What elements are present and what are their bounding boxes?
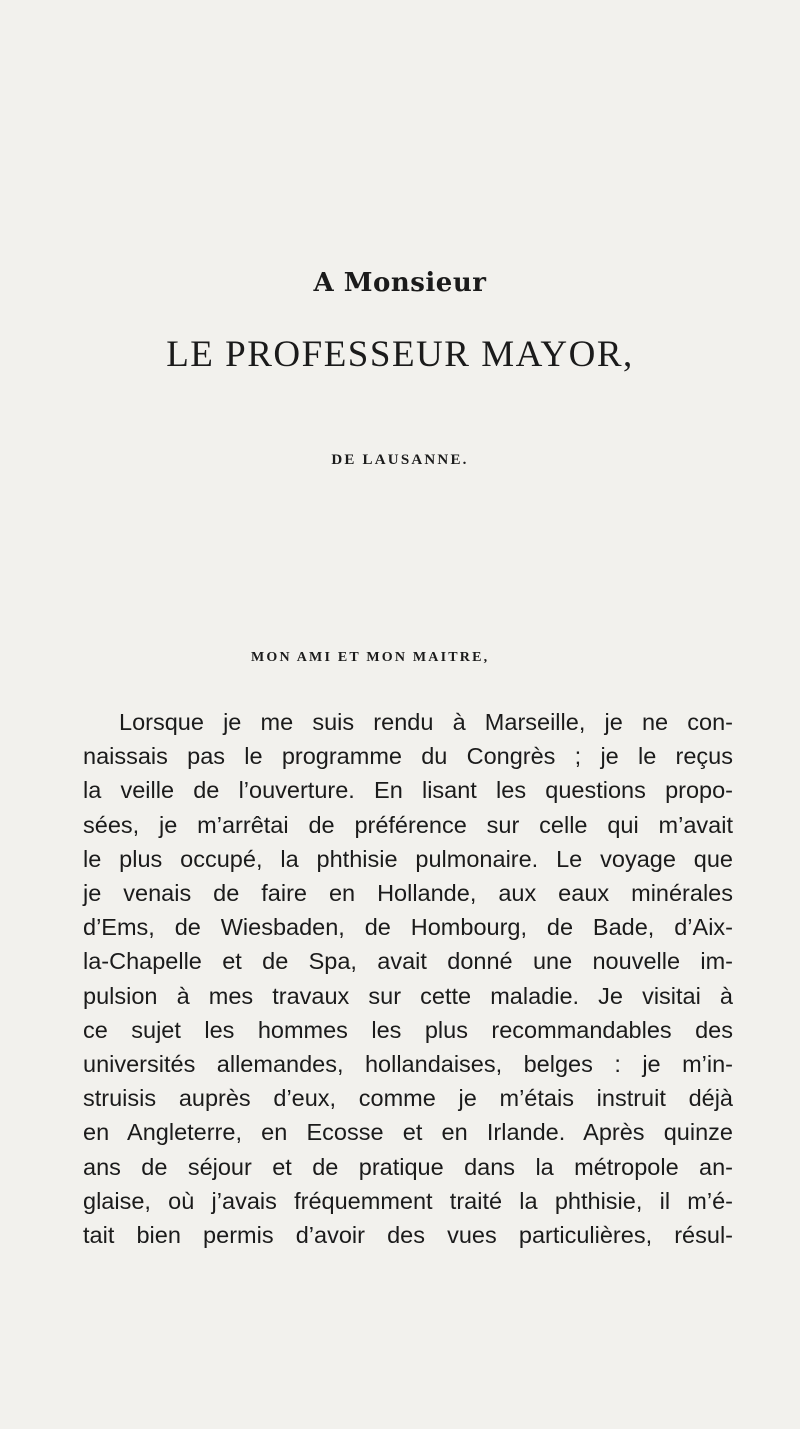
paragraph-line: la-Chapelle et de Spa, avait donné une nouvelle im- [83, 948, 733, 975]
paragraph-line: Lorsque je me suis rendu à Marseille, je ne con- [119, 709, 733, 735]
dedication-heading: A Monsieur [313, 268, 487, 298]
dedication-paragraph [83, 705, 733, 1252]
paragraph-line: tait bien permis d’avoir des vues particulières, résul- [83, 1222, 733, 1249]
paragraph-line: struisis auprès d’eux, comme je m’étais instruit déjà [83, 1085, 733, 1112]
paragraph-line: sées, je m’arrêtai de préférence sur celle qui m’avait [83, 811, 733, 838]
paragraph-line: pulsion à mes travaux sur cette maladie. Je visitai à [83, 982, 733, 1009]
paragraph-line: d’Ems, de Wiesbaden, de Hombourg, de Bade, d’Aix- [83, 914, 733, 941]
paragraph-line: la veille de l’ouverture. En lisant les questions propo- [83, 777, 733, 804]
paragraph-line: glaise, où j’avais fréquemment traité la phthisie, il m’é- [83, 1187, 733, 1214]
paragraph-line: ans de séjour et de pratique dans la métropole an- [83, 1153, 733, 1180]
paragraph-line: en Angleterre, en Ecosse et en Irlande. Après quinze [83, 1119, 733, 1146]
paragraph-line: le plus occupé, la phthisie pulmonaire. Le voyage que [83, 845, 733, 872]
paragraph-line: universités allemandes, hollandaises, belges : je m’in- [83, 1051, 733, 1078]
dedicatee-city: DE LAUSANNE. [331, 452, 469, 468]
paragraph-line: je venais de faire en Hollande, aux eaux minérales [83, 880, 733, 907]
paragraph-line: naissais pas le programme du Congrès ; je le reçus [83, 743, 733, 770]
dedicatee-name: LE PROFESSEUR MAYOR, [166, 334, 634, 375]
paragraph-line: ce sujet les hommes les plus recommandables des [83, 1016, 733, 1043]
salutation: MON AMI ET MON MAITRE, [251, 650, 490, 665]
